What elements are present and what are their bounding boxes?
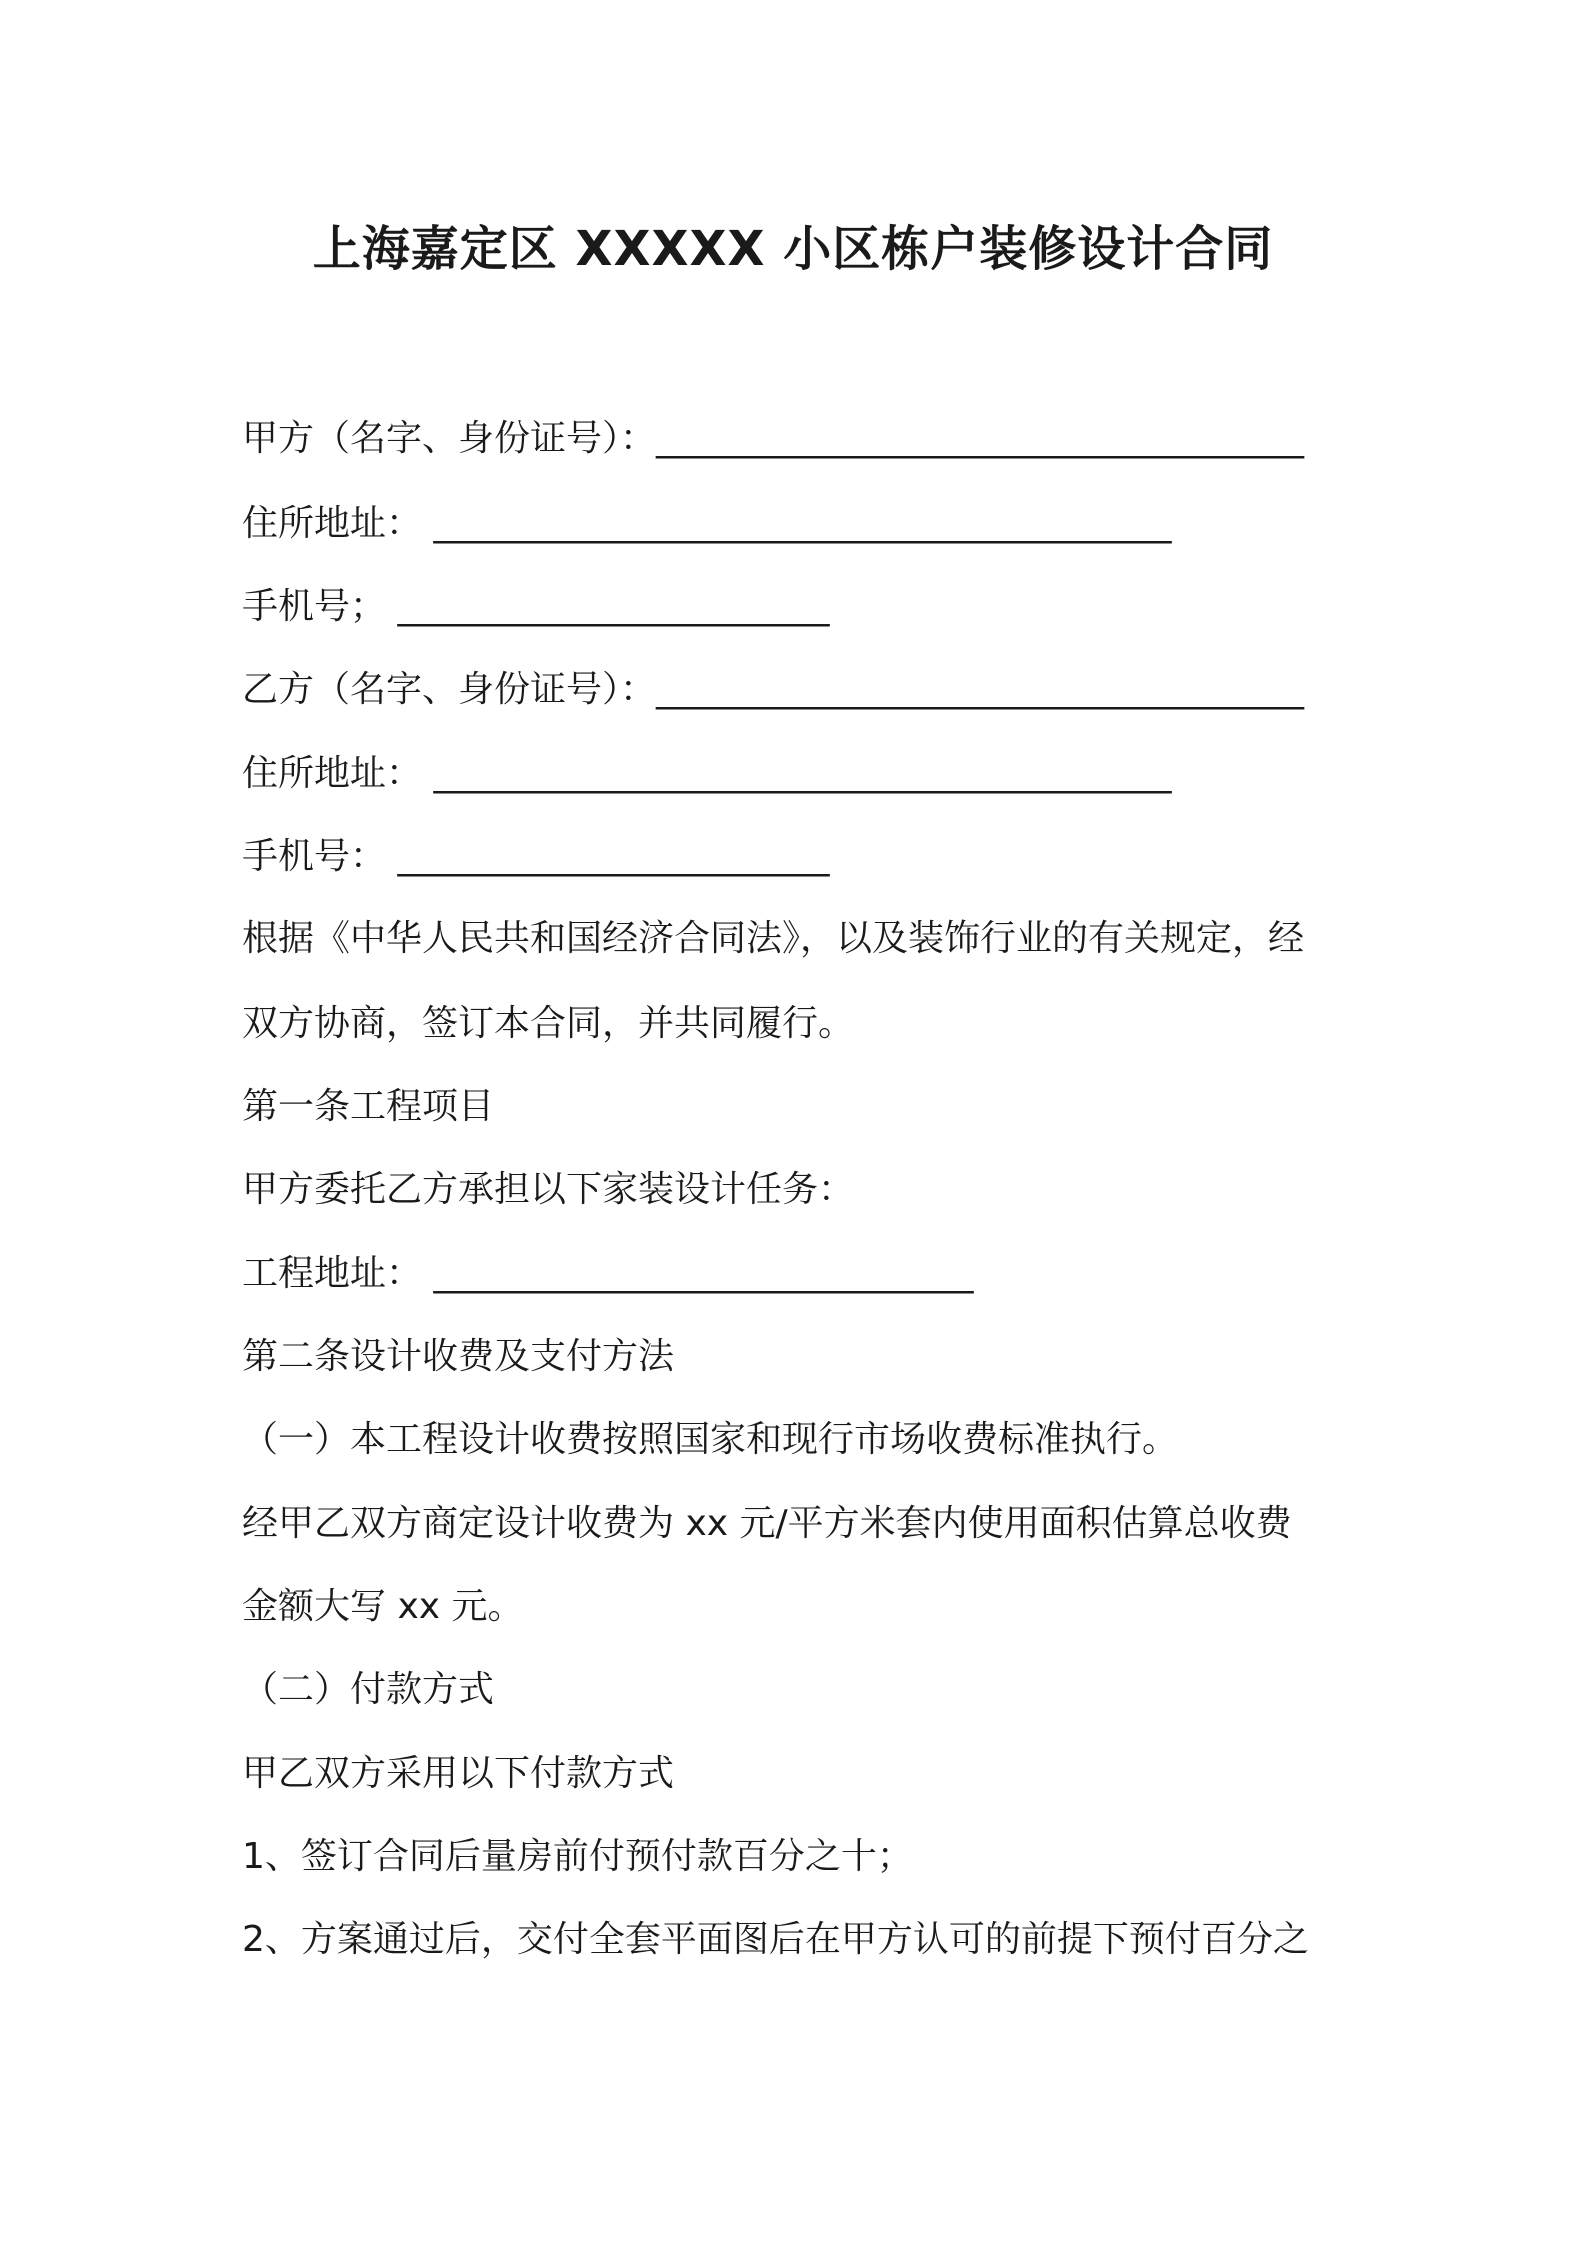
payment-method-heading: （二）付款方式 bbox=[242, 1669, 495, 1710]
fee-clause-one: （一）本工程设计收费按照国家和现行市场收费标准执行。 bbox=[242, 1419, 1179, 1460]
preamble-paragraph-line-2: 双方协商，签订本合同，并共同履行。 bbox=[242, 1003, 855, 1044]
party-a-name-line: 甲方（名字、身份证号）：____________________________________ bbox=[242, 418, 1305, 459]
design-task-statement: 甲方委托乙方承担以下家装设计任务： bbox=[242, 1169, 855, 1210]
document-title: 上海嘉定区 XXXXX 小区栋户装修设计合同 bbox=[312, 221, 1274, 277]
payment-item-2: 2、方案通过后，交付全套平面图后在甲方认可的前提下预付百分之 bbox=[242, 1919, 1309, 1960]
party-a-address-line: 住所地址： _________________________________________ bbox=[242, 503, 1172, 544]
party-a-phone-line: 手机号； ________________________ bbox=[242, 586, 830, 627]
fee-agreement-line-2: 金额大写 xx 元。 bbox=[242, 1586, 524, 1627]
party-b-address-line: 住所地址： _________________________________________ bbox=[242, 753, 1172, 794]
article-two-heading: 第二条设计收费及支付方法 bbox=[242, 1336, 675, 1377]
payment-item-1: 1、签订合同后量房前付预付款百分之十； bbox=[242, 1836, 913, 1877]
payment-method-intro: 甲乙双方采用以下付款方式 bbox=[242, 1753, 675, 1794]
party-b-phone-line: 手机号： ________________________ bbox=[242, 836, 830, 877]
preamble-paragraph-line-1: 根据《中华人民共和国经济合同法》，以及装饰行业的有关规定，经 bbox=[242, 918, 1305, 959]
party-b-name-line: 乙方（名字、身份证号）：____________________________________ bbox=[242, 669, 1305, 710]
article-one-heading: 第一条工程项目 bbox=[242, 1086, 495, 1127]
project-address-line: 工程地址： ______________________________ bbox=[242, 1253, 974, 1294]
fee-agreement-line-1: 经甲乙双方商定设计收费为 xx 元/平方米套内使用面积估算总收费 bbox=[242, 1503, 1292, 1544]
